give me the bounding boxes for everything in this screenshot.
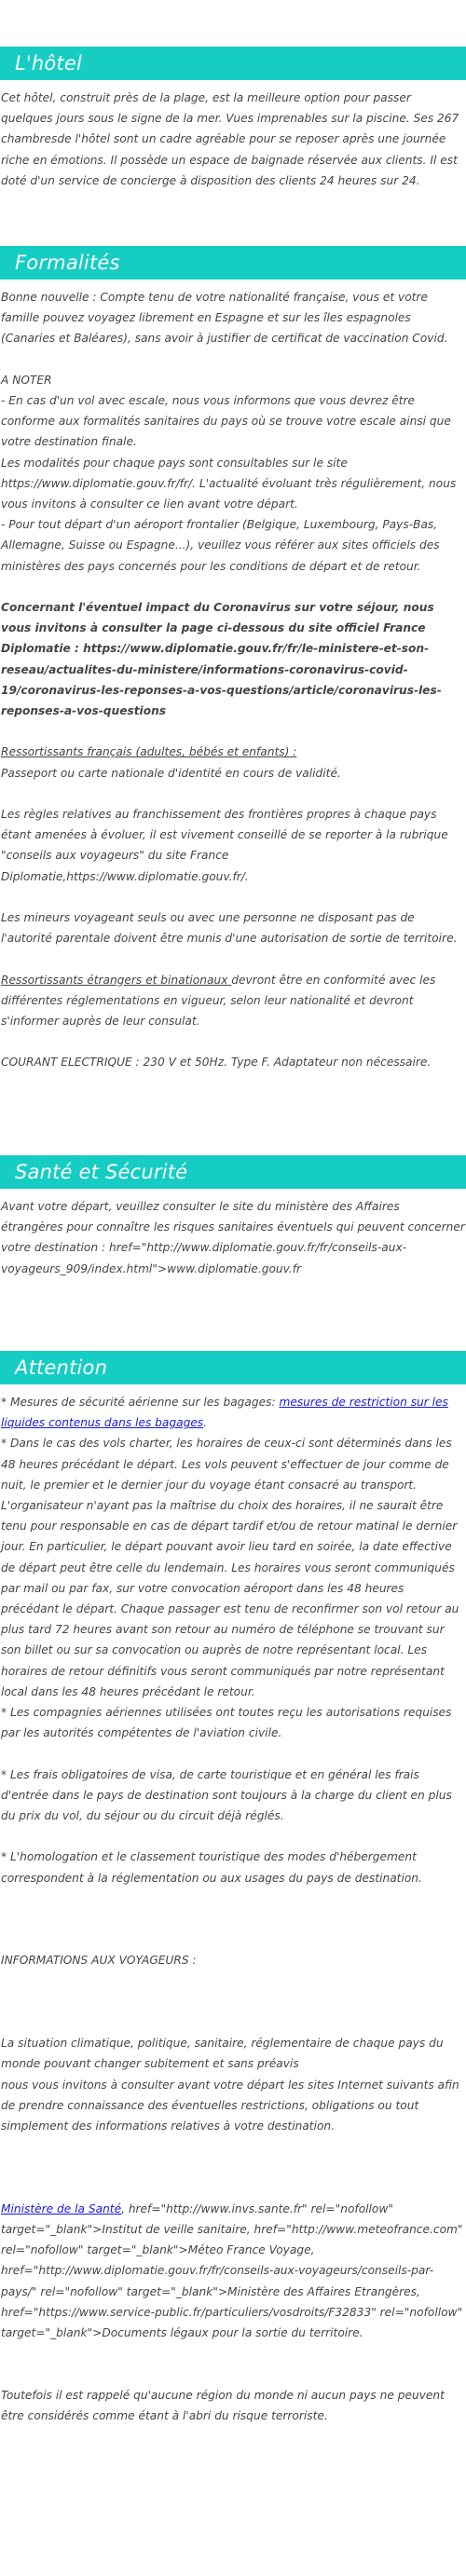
formalites-foreign-nationals (1, 970, 465, 1032)
attention-baggage-suffix: . (203, 1416, 208, 1430)
section-title-sante: Santé et Sécurité (15, 1161, 188, 1183)
sante-content (0, 1196, 466, 1279)
sante-text: Avant votre départ, veuillez consulter le site du ministère des Affaires étrangères pour connaître les risques sanitaires éventuels qui peuvent concerner votre destination : href="http://www.diplomatie.gouv.fr/fr/conseils-aux-voyageurs_909/index.html">www.diplomatie.gouv.fr (1, 1200, 465, 1275)
ministry-health-link[interactable]: Ministère de la Santé (1, 2201, 122, 2215)
attention-baggage-prefix: * Mesures de sécurité aérienne sur les bagages: (1, 1396, 280, 1409)
attention-consult-sites: nous vous invitons à consulter avant votre départ les sites Internet suivants afin de prendre connaissance des éventuelles restrictions, obligations ou tout simplement des informations relatives à votre destination. (1, 2078, 459, 2133)
formalites-content (0, 287, 466, 1073)
formalites-good-news: Bonne nouvelle : Compte tenu de votre nationalité française, vous et votre famille pouvez voyagez librement en Espagne et sur les îles espagnoles (Canaries et Baléares), sans avoir à justifier de certificat de vaccination Covid. (1, 291, 448, 346)
section-title-attention: Attention (15, 1356, 108, 1379)
attention-useful-links-text: , href="http://www.invs.sante.fr" rel="nofollow" target="_blank">Institut de veille sanitaire, href="http://www.meteofrance.com" rel="nofollow" target="_blank">Méteo France Voyage, href="http://www.diplomatie.gouv.fr/fr/conseils-aux-voyageurs/conseils-par-pays/" rel="nofollow" target="_blank">Ministère des Affaires Etrangères, href="https://www.service-public.fr/particuliers/vosdroits/F32833" rel="nofollow" target="_blank">Documents légaux pour la sortie du territoire. (1, 2201, 463, 2339)
attention-baggage-security (1, 1392, 465, 1433)
formalites-note-border-airport: - Pour tout départ d'un aéroport frontalier (Belgique, Luxembourg, Pays-Bas, Allemagne, Suisse ou Espagne...), veuillez vous référer aux sites officiels des ministères des pays concernés pour les conditions de départ et de retour. (1, 518, 440, 573)
hotel-description (0, 88, 466, 191)
formalites-foreign-nationals-label: Ressortissants étrangers et binationaux (1, 973, 232, 987)
attention-terrorism-risk: Toutefois il est rappelé qu'aucune région du monde ni aucun pays ne peuvent être considérés comme étant à l'abri du risque terroriste. (1, 2388, 445, 2422)
section-title-hotel: L'hôtel (15, 52, 83, 75)
formalites-french-nationals-label: Ressortissants français (adultes, bébés et enfants) : (1, 745, 297, 759)
attention-accommodation-rating: * L'homologation et le classement touristique des modes d'hébergement correspondent à la réglementation ou aux usages du pays de destination. (1, 1850, 422, 1885)
attention-charter-flights: * Dans le cas des vols charter, les horaires de ceux-ci sont déterminés dans les 48 heures précédant le départ. Les vols peuvent s'effectuer de jour comme de nuit, le premier et le dernier jour du voyage étant consacré au transport. L'organisateur n'ayant pas la maîtrise du choix des horaires, il ne saurait être tenu pour responsable en cas de départ tardif et/ou de retour matinal le dernier jour. En particulier, le départ pouvant avoir lieu tard en soirée, la date effective de départ peut être celle du lendemain. Les horaires vous seront communiqués par mail ou par fax, sur votre convocation aéroport dans les 48 heures précédant le départ. Chaque passager est tenu de reconfirmer son vol retour au plus tard 72 heures avant son retour au numéro de téléphone se trouvant sur son billet ou sur sa convocation ou auprès de notre représentant local. Les horaires de retour définitifs vous seront communiqués par notre représentant local dans les 48 heures précédant le retour. (1, 1437, 459, 1698)
attention-airlines-authorized: * Les compagnies aériennes utilisées ont toutes reçu les autorisations requises par les autorités compétentes de l'aviation civile. (1, 1706, 452, 1740)
attention-useful-links (1, 2199, 465, 2343)
attention-visa-fees: * Les frais obligatoires de visa, de carte touristique et en général les frais d'entrée dans le pays de destination sont toujours à la charge du client en plus du prix du vol, du séjour ou du circuit déjà réglés. (1, 1767, 452, 1823)
formalites-electric-current: COURANT ELECTRIQUE : 230 V et 50Hz. Type F. Adaptateur non nécessaire. (1, 1056, 432, 1070)
liquids-restriction-link[interactable]: mesures de restriction sur les liquides contenus dans les bagages (1, 1396, 448, 1430)
section-header-formalites (0, 246, 466, 279)
formalites-note-modalities: Les modalités pour chaque pays sont consultables sur le site https://www.diplomatie.gouv.fr/fr/. L'actualité évoluant très régulièrement, nous vous invitons à consulter ce lien avant votre départ. (1, 456, 457, 511)
formalites-coronavirus-notice: Concernant l'éventuel impact du Coronavirus sur votre séjour, nous vous invitons à consulter la page ci-dessous du site officiel France Diplomatie : https://www.diplomatie.gouv.fr/fr/le-ministere-et-son-reseau/actualites-du-ministere/informations-coronavirus-covid-19/coronavirus-les-reponses-a-vos-questions/article/coronavirus-les-reponses-a-vos-questions (1, 601, 442, 718)
formalites-border-rules: Les règles relatives au franchissement des frontières propres à chaque pays étant amenées à évoluer, il est vivement conseillé de se reporter à la rubrique "conseils aux voyageurs" du site France Diplomatie,https://www.diplomatie.gouv.fr/. (1, 808, 448, 883)
section-header-sante (0, 1155, 466, 1189)
formalites-foreign-nationals-text: devront être en conformité avec les différentes réglementations en vigueur, selon leur nationalité et devront s'informer auprès de leur consulat. (1, 973, 436, 1029)
attention-situation-change: La situation climatique, politique, sanitaire, réglementaire de chaque pays du monde pouvant changer subitement et sans préavis (1, 2037, 444, 2071)
section-title-formalites: Formalités (15, 252, 120, 274)
attention-traveler-info-heading: INFORMATIONS AUX VOYAGEURS : (1, 1954, 197, 1968)
section-header-hotel (0, 47, 466, 80)
formalites-note-heading: A NOTER (1, 373, 52, 387)
formalites-note-stopover: - En cas d'un vol avec escale, nous vous informons que vous devrez être conforme aux formalités sanitaires du pays où se trouve votre escale ainsi que votre destination finale. (1, 394, 451, 449)
formalites-french-nationals-text: Passeport ou carte nationale d'identité en cours de validité. (1, 766, 341, 780)
section-header-attention (0, 1351, 466, 1384)
hotel-text: Cet hôtel, construit près de la plage, est la meilleure option pour passer quelques jours sous le signe de la mer. Vues imprenables sur la piscine. Ses 267 chambresde l'hôtel sont un cadre agréable pour se reposer après une journée riche en émotions. Il possède un espace de baignade réservée aux clients. Il est doté d'un service de concierge à disposition des clients 24 heures sur 24. (1, 91, 459, 187)
attention-content (0, 1392, 466, 2426)
formalites-french-nationals (1, 742, 465, 783)
formalites-minors: Les mineurs voyageant seuls ou avec une personne ne disposant pas de l'autorité parentale doivent être munis d'une autorisation de sortie de territoire. (1, 911, 458, 946)
